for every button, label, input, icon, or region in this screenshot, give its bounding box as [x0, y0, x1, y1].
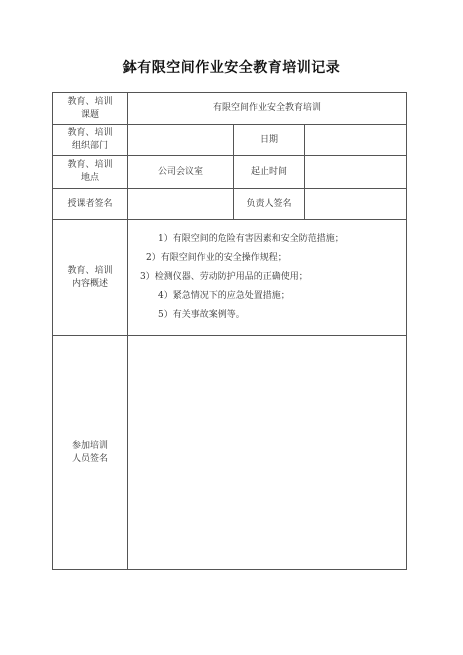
row-signatures — [53, 189, 407, 220]
row-location — [53, 156, 407, 189]
date-label: 日期 — [234, 125, 305, 156]
trainer-label: 授课者签名 — [53, 189, 128, 220]
content-label: 教育、培训 内容概述 — [53, 220, 128, 336]
content-item: 3）检测仪器、劳动防护用品的正确使用； — [140, 272, 308, 282]
trainer-signature[interactable] — [128, 189, 234, 220]
content-item: 5）有关事故案例等。 — [158, 310, 245, 320]
topic-value[interactable]: 有限空间作业安全教育培训 — [128, 93, 407, 125]
location-label: 教育、培训 地点 — [53, 156, 128, 189]
content-item: 1）有限空间的危险有害因素和安全防范措施； — [158, 234, 344, 244]
content-item: 2）有限空间作业的安全操作规程； — [146, 253, 287, 263]
document-title: 鉢有限空间作业安全教育培训记录 — [122, 60, 341, 76]
dept-value[interactable] — [128, 125, 234, 156]
training-record-table — [52, 92, 407, 570]
attendees-signature-area[interactable] — [128, 336, 407, 570]
attendees-label: 参加培训 人员签名 — [53, 336, 128, 570]
row-topic — [53, 93, 407, 125]
date-value[interactable] — [305, 125, 407, 156]
content-item: 4）紧急情况下的应急处置措施； — [158, 291, 290, 301]
time-value[interactable] — [305, 156, 407, 189]
responsible-label: 负责人签名 — [234, 189, 305, 220]
row-dept — [53, 125, 407, 156]
row-content — [53, 220, 407, 336]
location-value[interactable]: 公司会议室 — [128, 156, 234, 189]
row-attendees — [53, 336, 407, 570]
responsible-signature[interactable] — [305, 189, 407, 220]
time-label: 起止时间 — [234, 156, 305, 189]
dept-label: 教育、培训 组织部门 — [53, 125, 128, 156]
topic-label: 教育、培训 课题 — [53, 93, 128, 125]
content-summary — [128, 220, 407, 336]
